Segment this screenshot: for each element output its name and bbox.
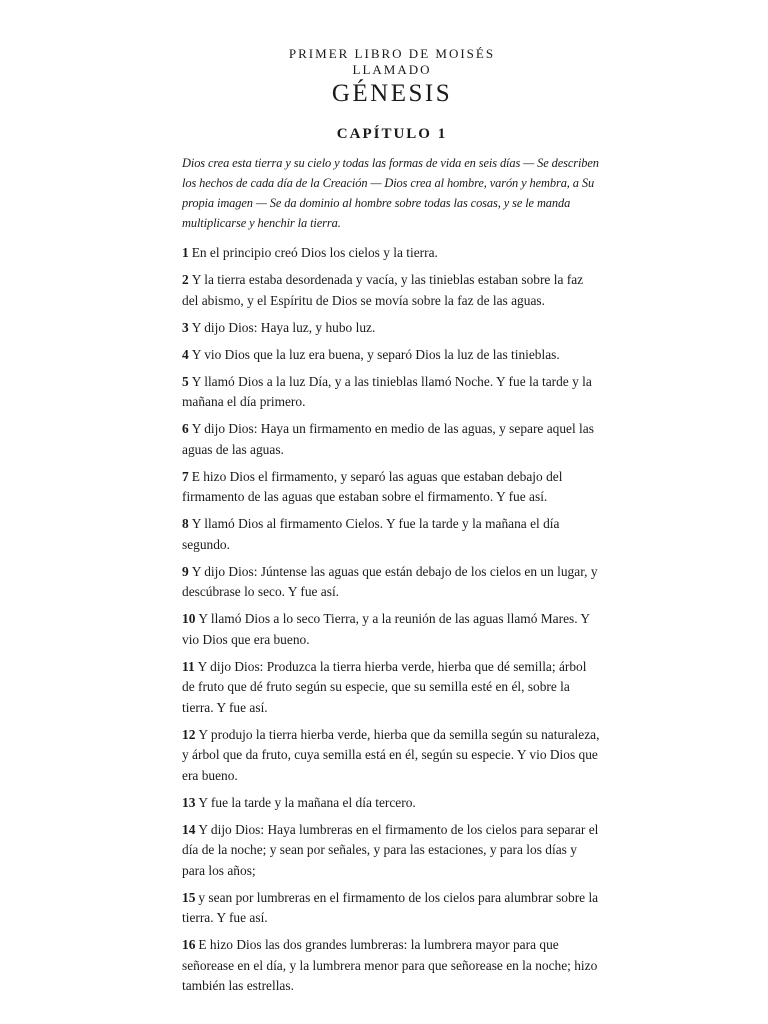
verse	[182, 562, 602, 603]
verse-number: 5	[182, 373, 189, 389]
verse-number: 7	[182, 468, 189, 484]
verse-number: 4	[182, 346, 189, 362]
verse-number: 14	[182, 821, 196, 837]
verse	[182, 725, 602, 787]
verse-text: Y dijo Dios: Haya un firmamento en medio de las aguas, y separe aquel las aguas de las aguas.	[182, 421, 594, 457]
verse-text: Y llamó Dios al firmamento Cielos. Y fue la tarde y la mañana el día segundo.	[182, 516, 560, 552]
verse-text: Y dijo Dios: Haya lumbreras en el firmamento de los cielos para separar el día de la noche; y sean por señales, y para las estaciones, y para los días y para los años;	[182, 821, 599, 878]
verse-text: Y dijo Dios: Produzca la tierra hierba verde, hierba que dé semilla; árbol de fruto que dé fruto según su especie, que su semilla esté en él, sobre la tierra. Y fue así.	[182, 658, 587, 715]
book-title: GÉNESIS	[331, 80, 453, 107]
verse-number: 1	[182, 245, 189, 260]
verse-text: Y llamó Dios a lo seco Tierra, y a la reunión de las aguas llamó Mares. Y vio Dios que era bueno.	[182, 611, 590, 647]
book-heading-line-2: LLAMADO	[352, 62, 432, 77]
document-page	[182, 46, 602, 1003]
verse-text: Y produjo la tierra hierba verde, hierba que da semilla según su naturaleza, y árbol que da fruto, cuya semilla está en él, según su especie. Y vio Dios que era bueno.	[182, 726, 600, 783]
verse	[182, 514, 602, 555]
verse-number: 11	[182, 658, 195, 674]
verse-number: 3	[182, 319, 189, 335]
verse-text: Y llamó Dios a la luz Día, y a las tinieblas llamó Noche. Y fue la tarde y la mañana el día primero.	[182, 373, 592, 409]
verse-text: Y dijo Dios: Júntense las aguas que están debajo de los cielos en un lugar, y descúbrase lo seco. Y fue así.	[182, 563, 598, 599]
verse	[182, 935, 602, 997]
verse	[182, 318, 602, 339]
verse-number: 16	[182, 937, 196, 952]
verse-text: En el principio creó Dios los cielos y la tierra.	[191, 245, 438, 260]
verse-number: 8	[182, 516, 189, 531]
verse-number: 10	[182, 611, 196, 626]
verse-text: E hizo Dios el firmamento, y separó las aguas que estaban debajo del firmamento de las aguas que estaban sobre el firmamento. Y fue así.	[182, 468, 563, 504]
verse-number: 9	[182, 563, 189, 579]
verse-number: 6	[182, 421, 189, 436]
verse	[182, 419, 602, 460]
verse-text: y sean por lumbreras en el firmamento de los cielos para alumbrar sobre la tierra. Y fue así.	[182, 889, 599, 925]
verse	[182, 793, 602, 814]
verse-text: Y dijo Dios: Haya luz, y hubo luz.	[191, 319, 376, 335]
chapter-summary: Dios crea esta tierra y su cielo y todas las formas de vida en seis días — Se describen los hechos de cada día de la Creación — Dios crea al hombre, varón y hembra, a Su propia imagen — Se da dominio al hombre sobre todas las cosas, y se le manda multiplicarse y henchir la tierra.	[182, 156, 599, 230]
verse	[182, 657, 602, 719]
verse	[182, 270, 602, 311]
chapter-heading: CAPÍTULO 1	[336, 126, 448, 142]
verse-text: Y vio Dios que la luz era buena, y separó Dios la luz de las tinieblas.	[191, 346, 560, 362]
verse	[182, 888, 602, 929]
book-heading-line-1: PRIMER LIBRO DE MOISÉS	[288, 46, 496, 61]
verse	[182, 609, 602, 650]
verse	[182, 372, 602, 413]
verse	[182, 820, 602, 882]
verse-text: Y fue la tarde y la mañana el día tercero.	[198, 794, 416, 810]
verse	[182, 345, 602, 366]
verse	[182, 243, 602, 264]
verse-number: 13	[182, 794, 196, 810]
verse-list	[182, 243, 602, 997]
verse	[182, 467, 602, 508]
verse-number: 2	[182, 272, 189, 287]
verse-number: 15	[182, 889, 196, 905]
verse-text: Y la tierra estaba desordenada y vacía, y las tinieblas estaban sobre la faz del abismo, y el Espíritu de Dios se movía sobre la faz de las aguas.	[182, 272, 584, 308]
verse-number: 12	[182, 726, 196, 742]
verse-text: E hizo Dios las dos grandes lumbreras: la lumbrera mayor para que señorease en el día, y la lumbrera menor para que señorease en la noche; hizo también las estrellas.	[182, 937, 598, 993]
